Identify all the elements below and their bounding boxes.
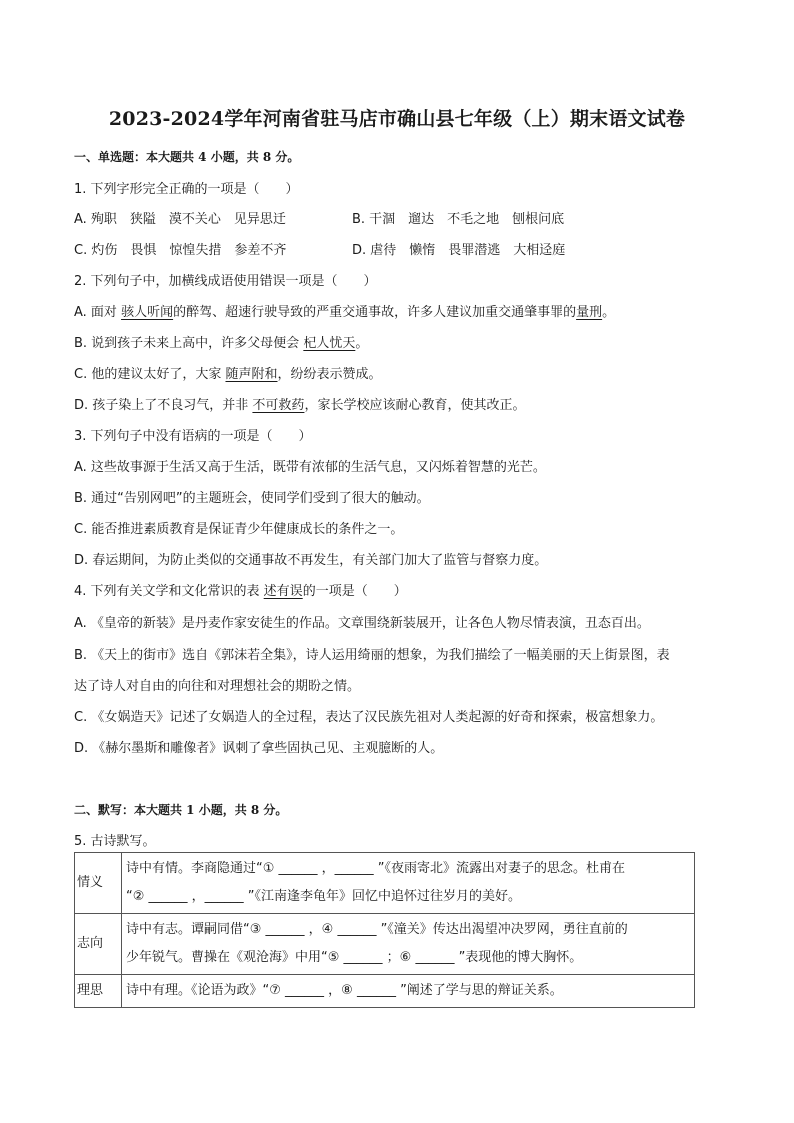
- row-content: [122, 853, 695, 914]
- q3-stem: 3. 下列句子中没有语病的一项是（ ）: [74, 429, 312, 444]
- q2-b-underlined: 杞人忧天: [303, 336, 356, 351]
- q2-c-underlined: 随声附和: [225, 367, 278, 382]
- q2-option-b: [74, 332, 368, 351]
- q1-option-c: C. 灼伤 畏惧 惊惶失措 参差不齐: [74, 243, 287, 258]
- q4-stem: [74, 580, 407, 599]
- row-category: 志向: [75, 914, 122, 975]
- q2-a-middle: 的醉驾、超速行驶导致的严重交通事故，许多人建议加重交通肇事罪的: [173, 305, 577, 320]
- row-content: [122, 975, 695, 1008]
- page-title: 2023-2024学年河南省驻马店市确山县七年级（上）期末语文试卷: [108, 108, 686, 130]
- q2-a-underlined-1: 骇人听闻: [121, 305, 174, 320]
- q4-option-b-line1: B. 《天上的街市》选自《郭沫若全集》，诗人运用绮丽的想象，为我们描绘了一幅美丽的天上街景图，表: [74, 648, 670, 663]
- q1-option-d: D. 虐待 懒惰 畏罪潜逃 大相迳庭: [352, 243, 566, 258]
- q4-option-c: C. 《女娲造天》记述了女娲造人的全过程，表达了汉民族先祖对人类起源的好奇和探索，极富想象力。: [74, 710, 664, 725]
- q4-option-a: A. 《皇帝的新装》是丹麦作家安徒生的作品。文章围绕新装展开，让各色人物尽情表演，丑态百出。: [74, 616, 650, 631]
- table-row: [75, 914, 695, 975]
- poem-dictation-table: [74, 852, 695, 1008]
- q3-option-b: B. 通过“告别网吧”的主题班会，使同学们受到了很大的触动。: [74, 491, 430, 506]
- q2-stem: 2. 下列句子中，加横线成语使用错误一项是（ ）: [74, 274, 377, 289]
- q4-option-d: D. 《赫尔墨斯和雕像者》讽刺了拿些固执己见、主观臆断的人。: [74, 741, 444, 756]
- q2-option-d: [74, 394, 525, 413]
- q2-option-a: [74, 301, 615, 320]
- row-line: “② ______ ，______ ”《江南逢李龟年》回忆中追怀过往岁月的美好。: [126, 889, 522, 904]
- q4-option-b-line2: 达了诗人对自由的向往和对理想社会的期盼之情。: [74, 679, 361, 694]
- q5-stem: 5. 古诗默写。: [74, 834, 156, 849]
- q2-b-prefix: B. 说到孩子未来上高中，许多父母便会: [74, 336, 304, 351]
- q2-c-prefix: C. 他的建议太好了，大家: [74, 367, 226, 382]
- q1-option-a: A. 殉职 狭隘 漠不关心 见异思迁: [74, 212, 286, 227]
- row-line: 诗中有理。《论语为政》“⑦ ______ ，⑧ ______ ”阐述了学与思的辩证关系。: [126, 983, 563, 998]
- section2-heading: 二、默写：本大题共 1 小题，共 8 分。: [74, 803, 288, 817]
- q2-a-underlined-2: 量刑: [576, 305, 603, 320]
- q3-option-a: A. 这些故事源于生活又高于生活，既带有浓郁的生活气息，又闪烁着智慧的光芒。: [74, 460, 546, 475]
- q2-d-underlined: 不可救药: [252, 398, 305, 413]
- q4-stem-prefix: 4. 下列有关文学和文化常识的表: [74, 584, 264, 599]
- q2-b-suffix: 。: [355, 336, 369, 351]
- row-line: 诗中有志。谭嗣同借“③ ______ ，④ ______ ”《潼关》传达出渴望冲决罗网，勇往直前的: [126, 922, 628, 937]
- row-category: 理思: [75, 975, 122, 1008]
- row-category: 情义: [75, 853, 122, 914]
- q1-stem: 1. 下列字形完全正确的一项是（ ）: [74, 182, 299, 197]
- q2-d-prefix: D. 孩子染上了不良习气，并非: [74, 398, 253, 413]
- q2-a-suffix: 。: [602, 305, 616, 320]
- q3-option-d: D. 春运期间，为防止类似的交通事故不再发生，有关部门加大了监管与督察力度。: [74, 553, 548, 568]
- row-line: 诗中有情。李商隐通过“① ______ ，______ ”《夜雨寄北》流露出对妻子的思念。杜甫在: [126, 861, 626, 876]
- q2-c-suffix: ，纷纷表示赞成。: [277, 367, 382, 382]
- q4-stem-suffix: 的一项是（ ）: [302, 584, 407, 599]
- q2-option-c: [74, 363, 382, 382]
- table-row: [75, 853, 695, 914]
- q4-stem-underlined: 述有误: [263, 584, 303, 599]
- row-line: 少年锐气。曹操在《观沧海》中用“⑤ ______ ；⑥ ______ ”表现他的博大胸怀。: [126, 950, 583, 965]
- section1-heading: 一、单选题：本大题共 4 小题，共 8 分。: [74, 150, 300, 164]
- table-row: [75, 975, 695, 1008]
- q1-option-b: B. 干涸 遛达 不毛之地 刨根问底: [352, 212, 565, 227]
- q2-d-suffix: ，家长学校应该耐心教育，使其改正。: [304, 398, 526, 413]
- row-content: [122, 914, 695, 975]
- q2-a-prefix: A. 面对: [74, 305, 122, 320]
- q3-option-c: C. 能否推进素质教育是保证青少年健康成长的条件之一。: [74, 522, 404, 537]
